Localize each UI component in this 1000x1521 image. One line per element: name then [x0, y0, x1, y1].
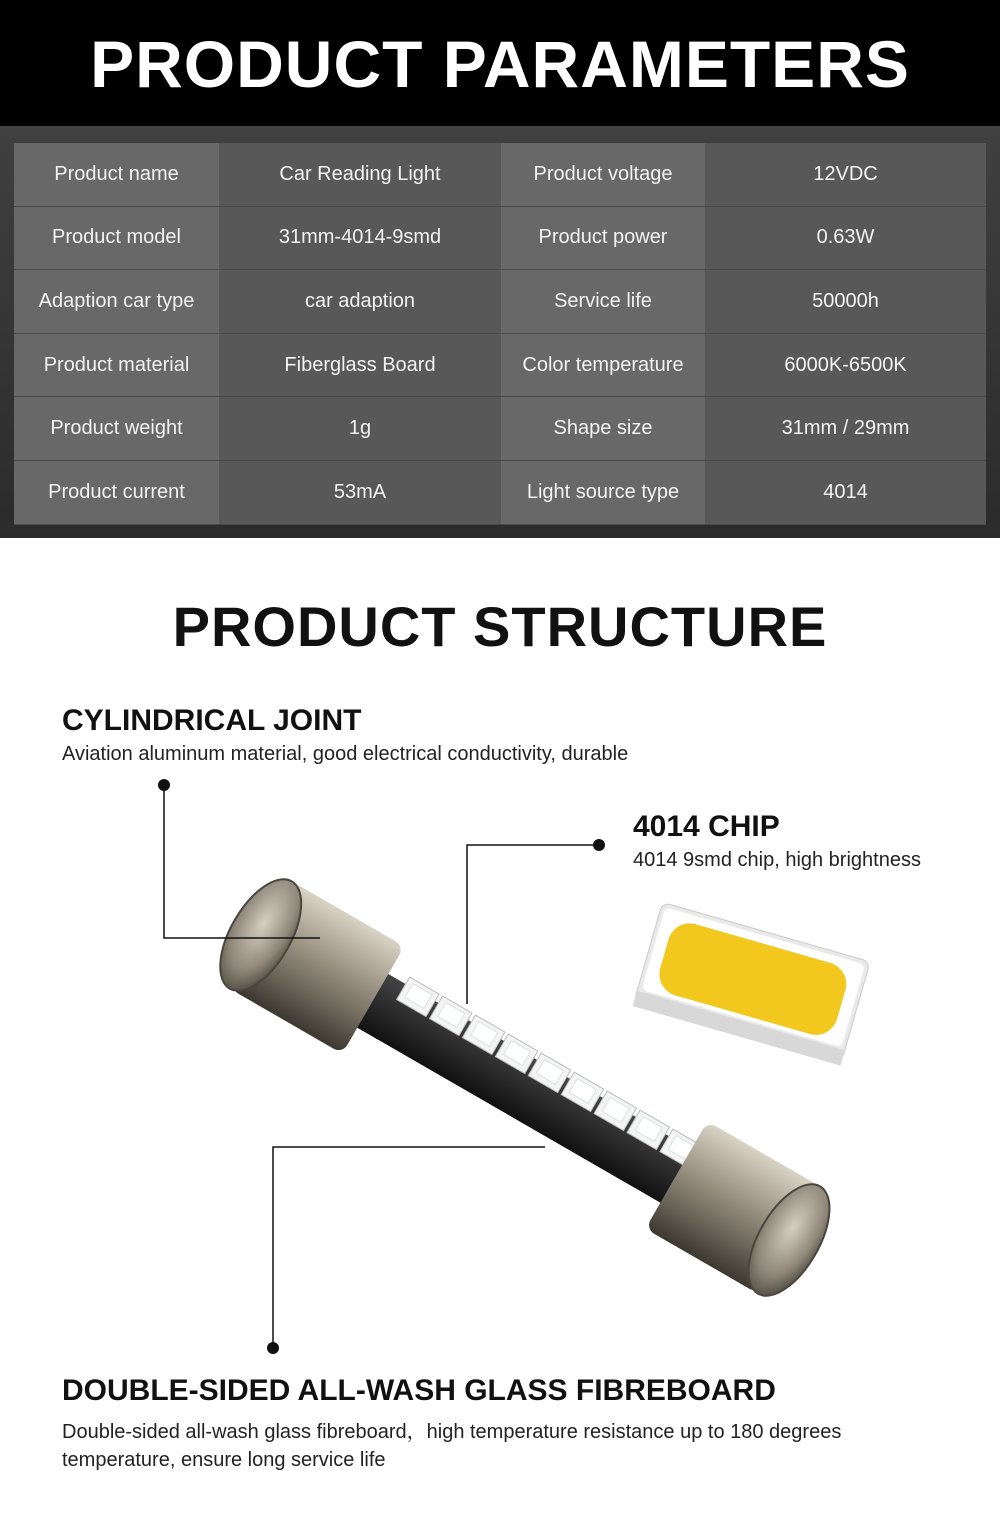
- chip-callout-line: [467, 839, 605, 1004]
- joint-title: CYLINDRICAL JOINT: [62, 704, 362, 737]
- param-value: 4014: [705, 460, 986, 524]
- parameters-section: [0, 0, 1000, 538]
- param-label: Color temperature: [501, 333, 705, 397]
- param-label: Adaption car type: [14, 270, 219, 334]
- board-callout-line: [267, 1147, 545, 1354]
- table-row: [14, 333, 986, 397]
- board-description-line2: temperature, ensure long service life: [62, 1449, 386, 1471]
- joint-callout-line: [158, 779, 320, 938]
- param-value: Car Reading Light: [219, 143, 501, 206]
- param-value: 50000h: [705, 270, 986, 334]
- param-value: 1g: [219, 397, 501, 461]
- table-row: [14, 143, 986, 206]
- param-label: Product power: [501, 206, 705, 270]
- joint-description: Aviation aluminum material, good electrical conductivity, durable: [62, 743, 629, 765]
- bulb-illustration: [204, 866, 846, 1308]
- param-label: Product material: [14, 333, 219, 397]
- board-description-line1: Double-sided all-wash glass fibreboard，high temperature resistance up to 180 degrees: [62, 1421, 842, 1443]
- param-label: Light source type: [501, 460, 705, 524]
- param-value: 0.63W: [705, 206, 986, 270]
- param-label: Product name: [14, 143, 219, 206]
- parameters-table: [14, 143, 986, 525]
- parameters-title: PRODUCT PARAMETERS: [90, 27, 910, 101]
- param-label: Product weight: [14, 397, 219, 461]
- param-value: Fiberglass Board: [219, 333, 501, 397]
- param-value: 6000K-6500K: [705, 333, 986, 397]
- param-label: Product current: [14, 460, 219, 524]
- param-label: Product model: [14, 206, 219, 270]
- led-chip-illustration: [633, 902, 870, 1065]
- table-row: [14, 270, 986, 334]
- table-row: [14, 397, 986, 461]
- param-value: 31mm / 29mm: [705, 397, 986, 461]
- param-label: Shape size: [501, 397, 705, 461]
- param-value: 12VDC: [705, 143, 986, 206]
- chip-description: 4014 9smd chip, high brightness: [633, 849, 921, 871]
- board-title: DOUBLE-SIDED ALL-WASH GLASS FIBREBOARD: [62, 1374, 776, 1407]
- param-value: car adaption: [219, 270, 501, 334]
- table-row: [14, 206, 986, 270]
- param-value: 31mm-4014-9smd: [219, 206, 501, 270]
- chip-title: 4014 CHIP: [633, 810, 780, 843]
- param-value: 53mA: [219, 460, 501, 524]
- table-row: [14, 460, 986, 524]
- param-label: Product voltage: [501, 143, 705, 206]
- structure-title: PRODUCT STRUCTURE: [172, 595, 828, 658]
- param-label: Service life: [501, 270, 705, 334]
